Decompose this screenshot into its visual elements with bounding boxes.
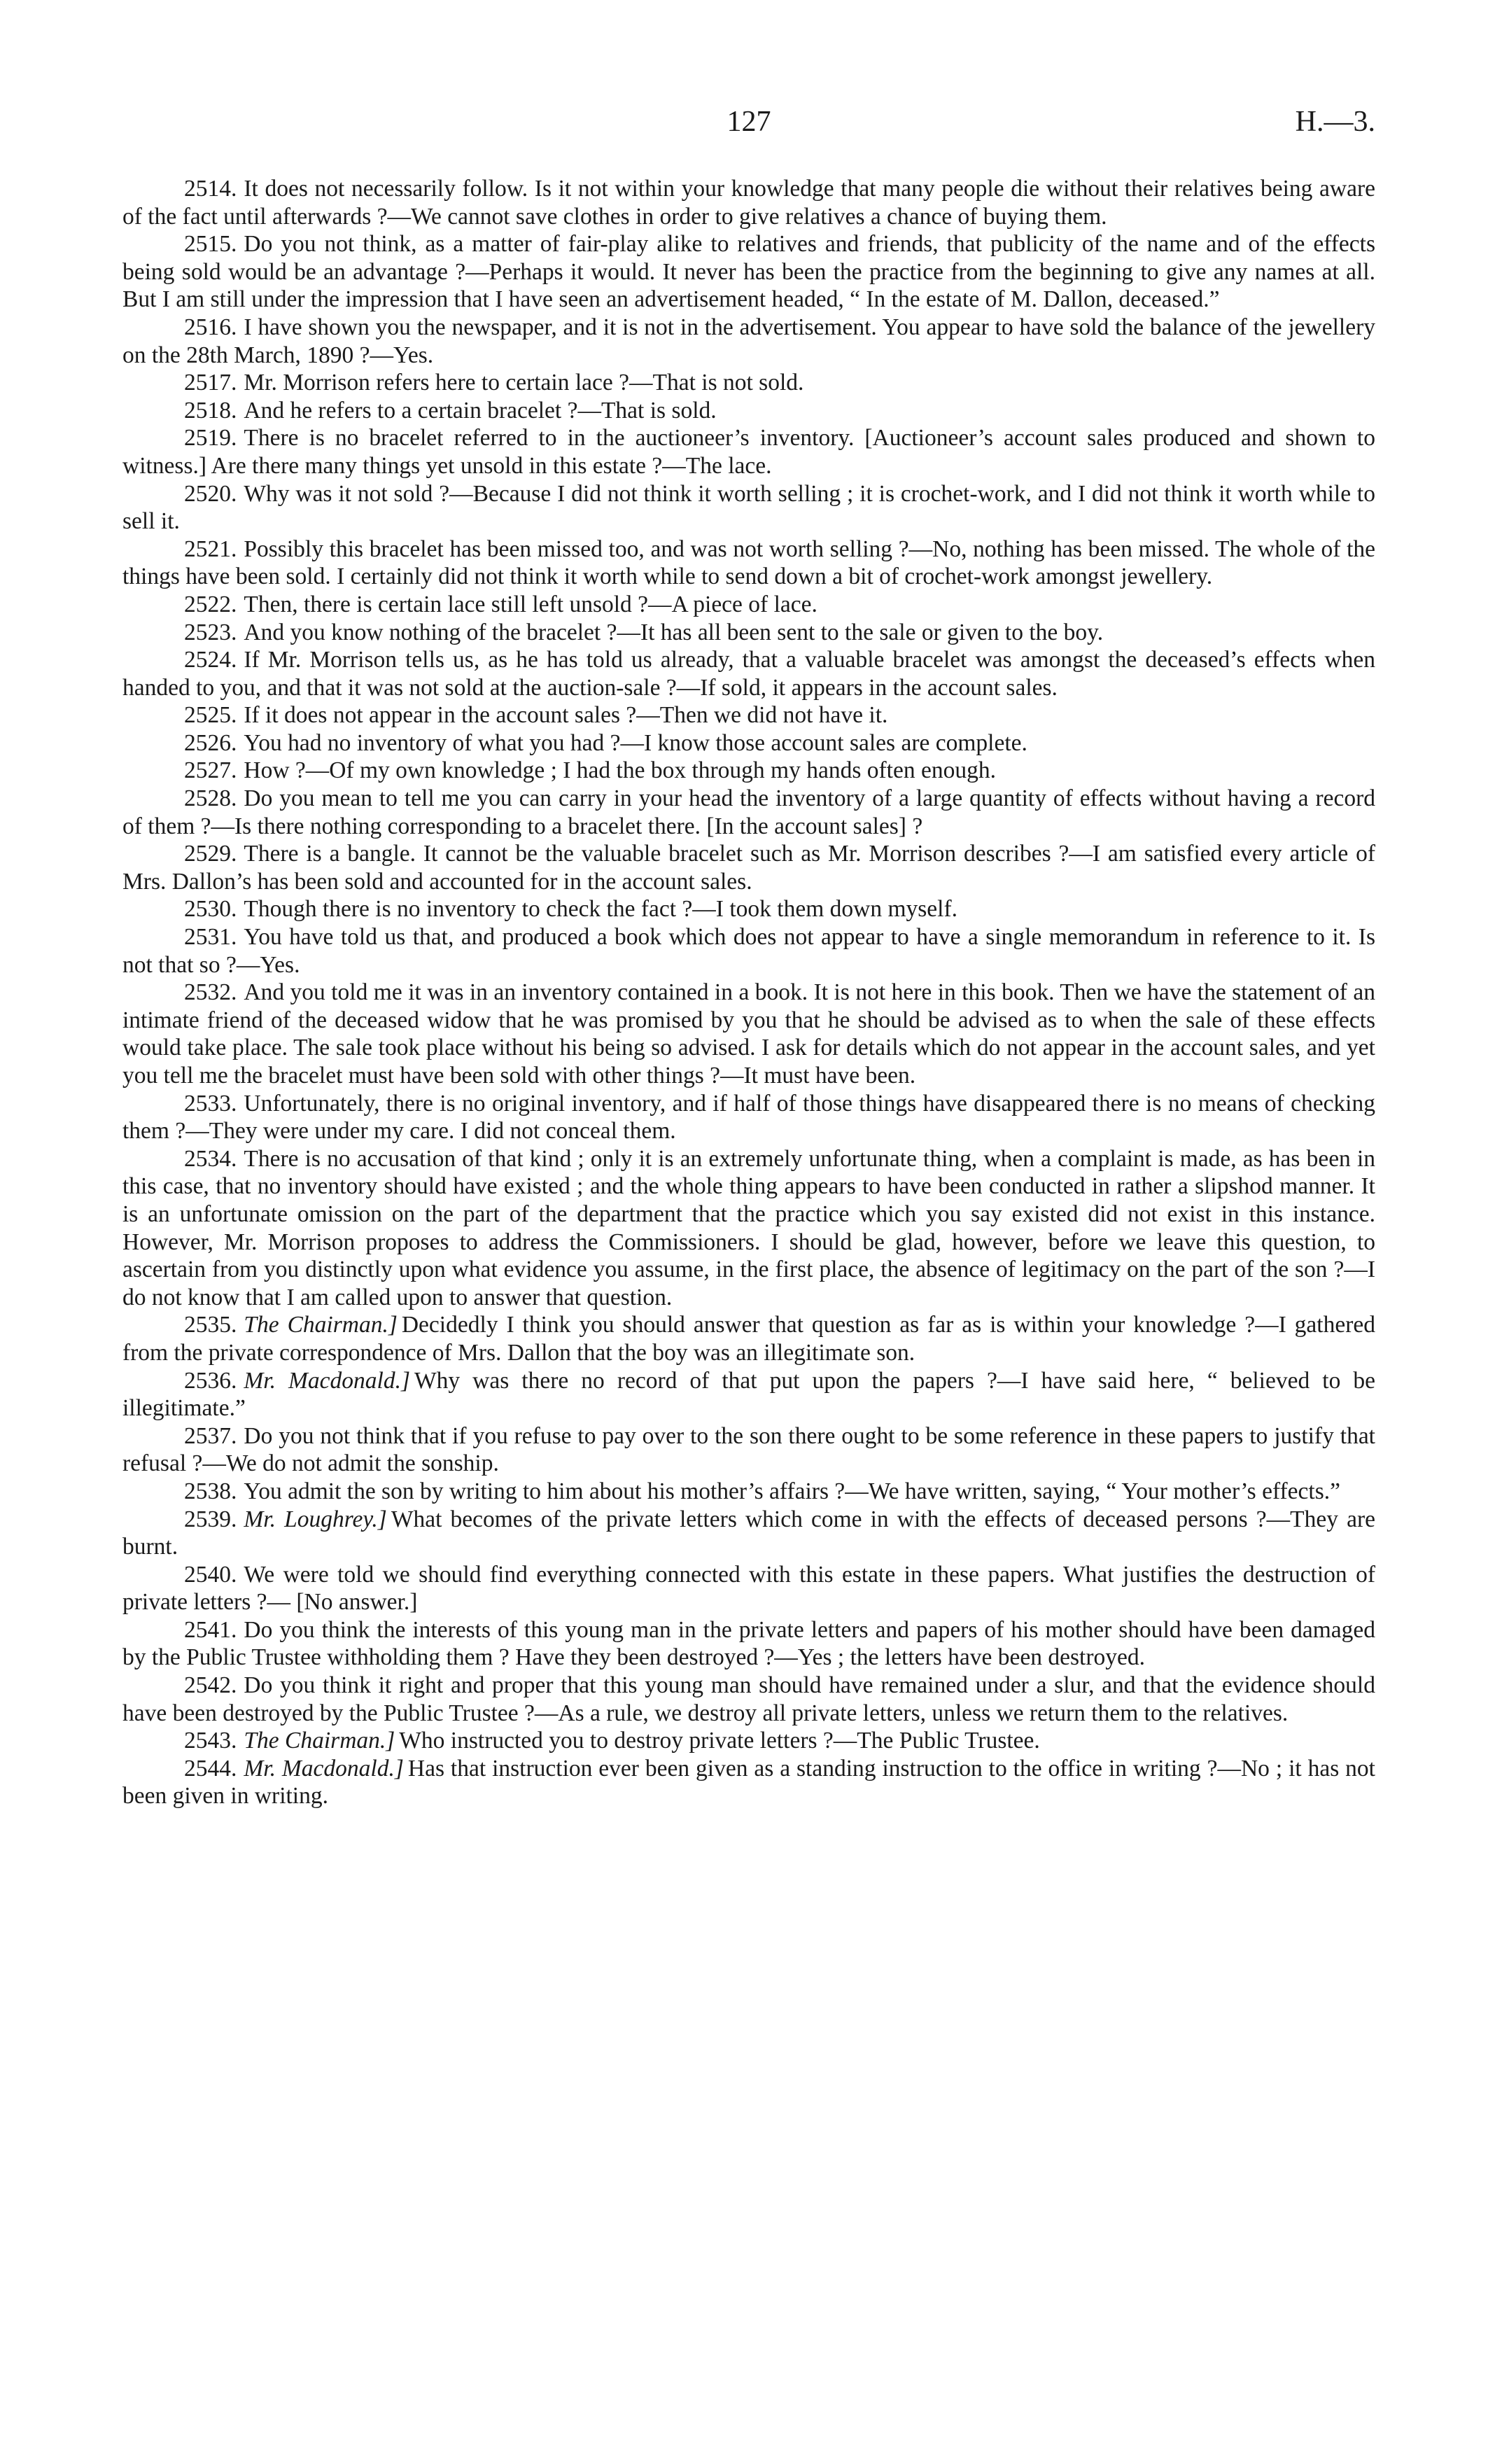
paragraph — [122, 1422, 1375, 1478]
evidence-text — [122, 175, 1375, 1810]
question-answer-text: How ?—Of my own knowledge ; I had the box through my hands often enough. — [244, 757, 996, 784]
question-answer-text: You had no inventory of what you had ?—I know those account sales are complete. — [244, 729, 1027, 756]
paragraph — [122, 1616, 1375, 1672]
paragraph — [122, 895, 1375, 923]
question-number: 2521. — [184, 536, 237, 562]
speaker-attribution: Mr. Loughrey.] — [244, 1506, 387, 1532]
question-answer-text: Do you mean to tell me you can carry in your head the inventory of a large quantity of effects without having a record of them ?—Is there nothing corresponding to a bracelet there. [In the account sales] ? — [122, 785, 1375, 839]
question-number: 2541. — [184, 1616, 237, 1643]
question-answer-text: And you know nothing of the bracelet ?—It has all been sent to the sale or given to the boy. — [244, 619, 1104, 645]
paragraph — [122, 979, 1375, 1089]
paragraph — [122, 1727, 1375, 1755]
question-answer-text: Do you think the interests of this young man in the private letters and papers of his mother should have been damaged by the Public Trustee withholding them ? Have they been destroyed ?—Yes ; the letters have been destroyed. — [122, 1616, 1375, 1671]
question-number: 2516. — [184, 314, 237, 340]
question-answer-text: Who instructed you to destroy private letters ?—The Public Trustee. — [399, 1728, 1040, 1754]
question-number: 2533. — [184, 1090, 237, 1116]
page-header — [122, 105, 1375, 147]
paragraph — [122, 424, 1375, 479]
question-number: 2542. — [184, 1672, 237, 1699]
paragraph — [122, 1145, 1375, 1312]
question-answer-text: Has that instruction ever been given as a standing instruction to the office in writing ?—No ; it has not been given in writing. — [122, 1755, 1375, 1809]
paragraph — [122, 369, 1375, 397]
paragraph — [122, 1755, 1375, 1810]
question-number: 2514. — [184, 176, 237, 202]
paragraph — [122, 619, 1375, 647]
question-answer-text: Then, there is certain lace still left unsold ?—A piece of lace. — [244, 591, 817, 617]
paragraph — [122, 785, 1375, 840]
question-answer-text: There is no accusation of that kind ; only it is an extremely unfortunate thing, when a complaint is made, as has been in this case, that no inventory should have existed ; and the whole thing appears to have been conducted in rather a slipshod manner. It is an unfortunate omission on the part of the department that the practice which you say existed did not exist in this instance. However, Mr. Morrison proposes to address the Commissioners. I should be glad, however, before we leave this question, to ascertain from you distinctly upon what evidence you assume, in the first place, the absence of legitimacy on the part of the son ?—I do not know that I am called upon to answer that question. — [122, 1145, 1375, 1310]
paragraph — [122, 1561, 1375, 1616]
paragraph — [122, 397, 1375, 425]
question-number: 2534. — [184, 1145, 237, 1172]
question-number: 2517. — [184, 370, 237, 396]
page-number: 127 — [727, 106, 771, 138]
question-answer-text: What becomes of the private letters which come in with the effects of deceased persons ?—They are burnt. — [122, 1506, 1375, 1560]
paragraph — [122, 923, 1375, 979]
question-number: 2536. — [184, 1367, 237, 1394]
paragraph — [122, 646, 1375, 701]
question-number: 2537. — [184, 1422, 237, 1449]
paragraph — [122, 230, 1375, 314]
question-number: 2543. — [184, 1728, 237, 1754]
question-number: 2526. — [184, 729, 237, 756]
question-answer-text: Do you think it right and proper that this young man should have remained under a slur, and that the evidence should have been destroyed by the Public Trustee ?—As a rule, we destroy all private letters, unless we return them to the relatives. — [122, 1672, 1375, 1726]
question-number: 2535. — [184, 1312, 237, 1338]
question-answer-text: Why was there no record of that put upon the papers ?—I have said here, “ believed to be illegitimate.” — [122, 1367, 1375, 1422]
question-answer-text: If Mr. Morrison tells us, as he has told us already, that a valuable bracelet was amongst the deceased’s effects when handed to you, and that it was not sold at the auction-sale ?—If sold, it appears in the account sales. — [122, 647, 1375, 701]
question-number: 2528. — [184, 785, 237, 812]
speaker-attribution: Mr. Macdonald.] — [244, 1367, 411, 1394]
question-answer-text: There is no bracelet referred to in the auctioneer’s inventory. [Auctioneer’s account sales produced and shown to witness.] Are there many things yet unsold in this estate ?—The lace. — [122, 425, 1375, 479]
question-number: 2530. — [184, 896, 237, 923]
question-number: 2525. — [184, 702, 237, 729]
question-answer-text: If it does not appear in the account sales ?—Then we did not have it. — [244, 702, 888, 729]
question-answer-text: Mr. Morrison refers here to certain lace ?—That is not sold. — [244, 370, 804, 396]
question-number: 2519. — [184, 425, 237, 451]
paragraph — [122, 591, 1375, 619]
question-answer-text: We were told we should find everything connected with this estate in these papers. What justifies the destruction of private letters ?— [No answer.] — [122, 1561, 1375, 1616]
question-number: 2523. — [184, 619, 237, 645]
question-number: 2529. — [184, 841, 237, 867]
speaker-attribution: The Chairman.] — [244, 1312, 398, 1338]
paragraph — [122, 729, 1375, 757]
question-number: 2539. — [184, 1506, 237, 1532]
question-answer-text: And he refers to a certain bracelet ?—That is sold. — [244, 397, 717, 424]
question-answer-text: Why was it not sold ?—Because I did not think it worth selling ; it is crochet-work, and I did not think it worth while to sell it. — [122, 480, 1375, 535]
paragraph — [122, 757, 1375, 785]
question-answer-text: Though there is no inventory to check the fact ?—I took them down myself. — [244, 896, 957, 923]
paragraph — [122, 1090, 1375, 1145]
question-number: 2518. — [184, 397, 237, 424]
question-number: 2538. — [184, 1478, 237, 1504]
question-number: 2532. — [184, 979, 237, 1006]
question-answer-text: You have told us that, and produced a book which does not appear to have a single memorandum in reference to it. Is not that so ?—Yes. — [122, 924, 1375, 978]
question-answer-text: Do you not think that if you refuse to pay over to the son there ought to be some reference in these papers to justify that refusal ?—We do not admit the sonship. — [122, 1422, 1375, 1477]
paragraph — [122, 314, 1375, 369]
question-answer-text: You admit the son by writing to him about his mother’s affairs ?—We have written, saying, “ Your mother’s effects.” — [244, 1478, 1340, 1504]
question-number: 2544. — [184, 1755, 237, 1782]
question-number: 2531. — [184, 924, 237, 951]
paragraph — [122, 175, 1375, 230]
question-number: 2520. — [184, 480, 237, 507]
question-number: 2527. — [184, 757, 237, 784]
question-answer-text: And you told me it was in an inventory contained in a book. It is not here in this book. Then we have the statement of an intimate friend of the deceased widow that he was promised by you that he should be advised as to when the sale of these effects would take place. The sale took place without his being so advised. I ask for details which do not appear in the account sales, and yet you tell me the bracelet must have been sold with other things ?—It must have been. — [122, 979, 1375, 1088]
question-number: 2522. — [184, 591, 237, 617]
paragraph — [122, 701, 1375, 729]
question-answer-text: Possibly this bracelet has been missed too, and was not worth selling ?—No, nothing has been missed. The whole of the things have been sold. I certainly did not think it worth while to send down a bit of crochet-work amongst jewellery. — [122, 536, 1375, 590]
paragraph — [122, 1367, 1375, 1422]
question-number: 2524. — [184, 647, 237, 673]
question-answer-text: I have shown you the newspaper, and it is not in the advertisement. You appear to have sold the balance of the jewellery on the 28th March, 1890 ?—Yes. — [122, 314, 1375, 368]
paragraph — [122, 1311, 1375, 1366]
question-answer-text: It does not necessarily follow. Is it not within your knowledge that many people die without their relatives being aware of the fact until afterwards ?—We cannot save clothes in order to give relatives a chance of buying them. — [122, 176, 1375, 230]
question-number: 2540. — [184, 1561, 237, 1588]
question-number: 2515. — [184, 231, 237, 258]
paragraph — [122, 536, 1375, 591]
paragraph — [122, 1478, 1375, 1506]
question-answer-text: Decidedly I think you should answer that question as far as is within your knowledge ?—I gathered from the private correspondence of Mrs. Dallon that the boy was an illegitimate son. — [122, 1312, 1375, 1366]
question-answer-text: There is a bangle. It cannot be the valuable bracelet such as Mr. Morrison describes ?—I am satisfied every article of Mrs. Dallon’s has been sold and accounted for in the account sales. — [122, 841, 1375, 895]
report-code: H.—3. — [1295, 106, 1375, 138]
speaker-attribution: Mr. Macdonald.] — [244, 1755, 404, 1782]
paragraph — [122, 480, 1375, 536]
question-answer-text: Do you not think, as a matter of fair-play alike to relatives and friends, that publicity of the name and of the effects being sold would be an advantage ?—Perhaps it would. It never has been the practice from the beginning to give any names at all. But I am still under the impression that I have seen an advertisement headed, “ In the estate of M. Dallon, deceased.” — [122, 231, 1375, 313]
speaker-attribution: The Chairman.] — [244, 1728, 395, 1754]
paragraph — [122, 1506, 1375, 1561]
paragraph — [122, 1672, 1375, 1727]
paragraph — [122, 840, 1375, 895]
question-answer-text: Unfortunately, there is no original inventory, and if half of those things have disappeared there is no means of checking them ?—They were under my care. I did not conceal them. — [122, 1090, 1375, 1144]
